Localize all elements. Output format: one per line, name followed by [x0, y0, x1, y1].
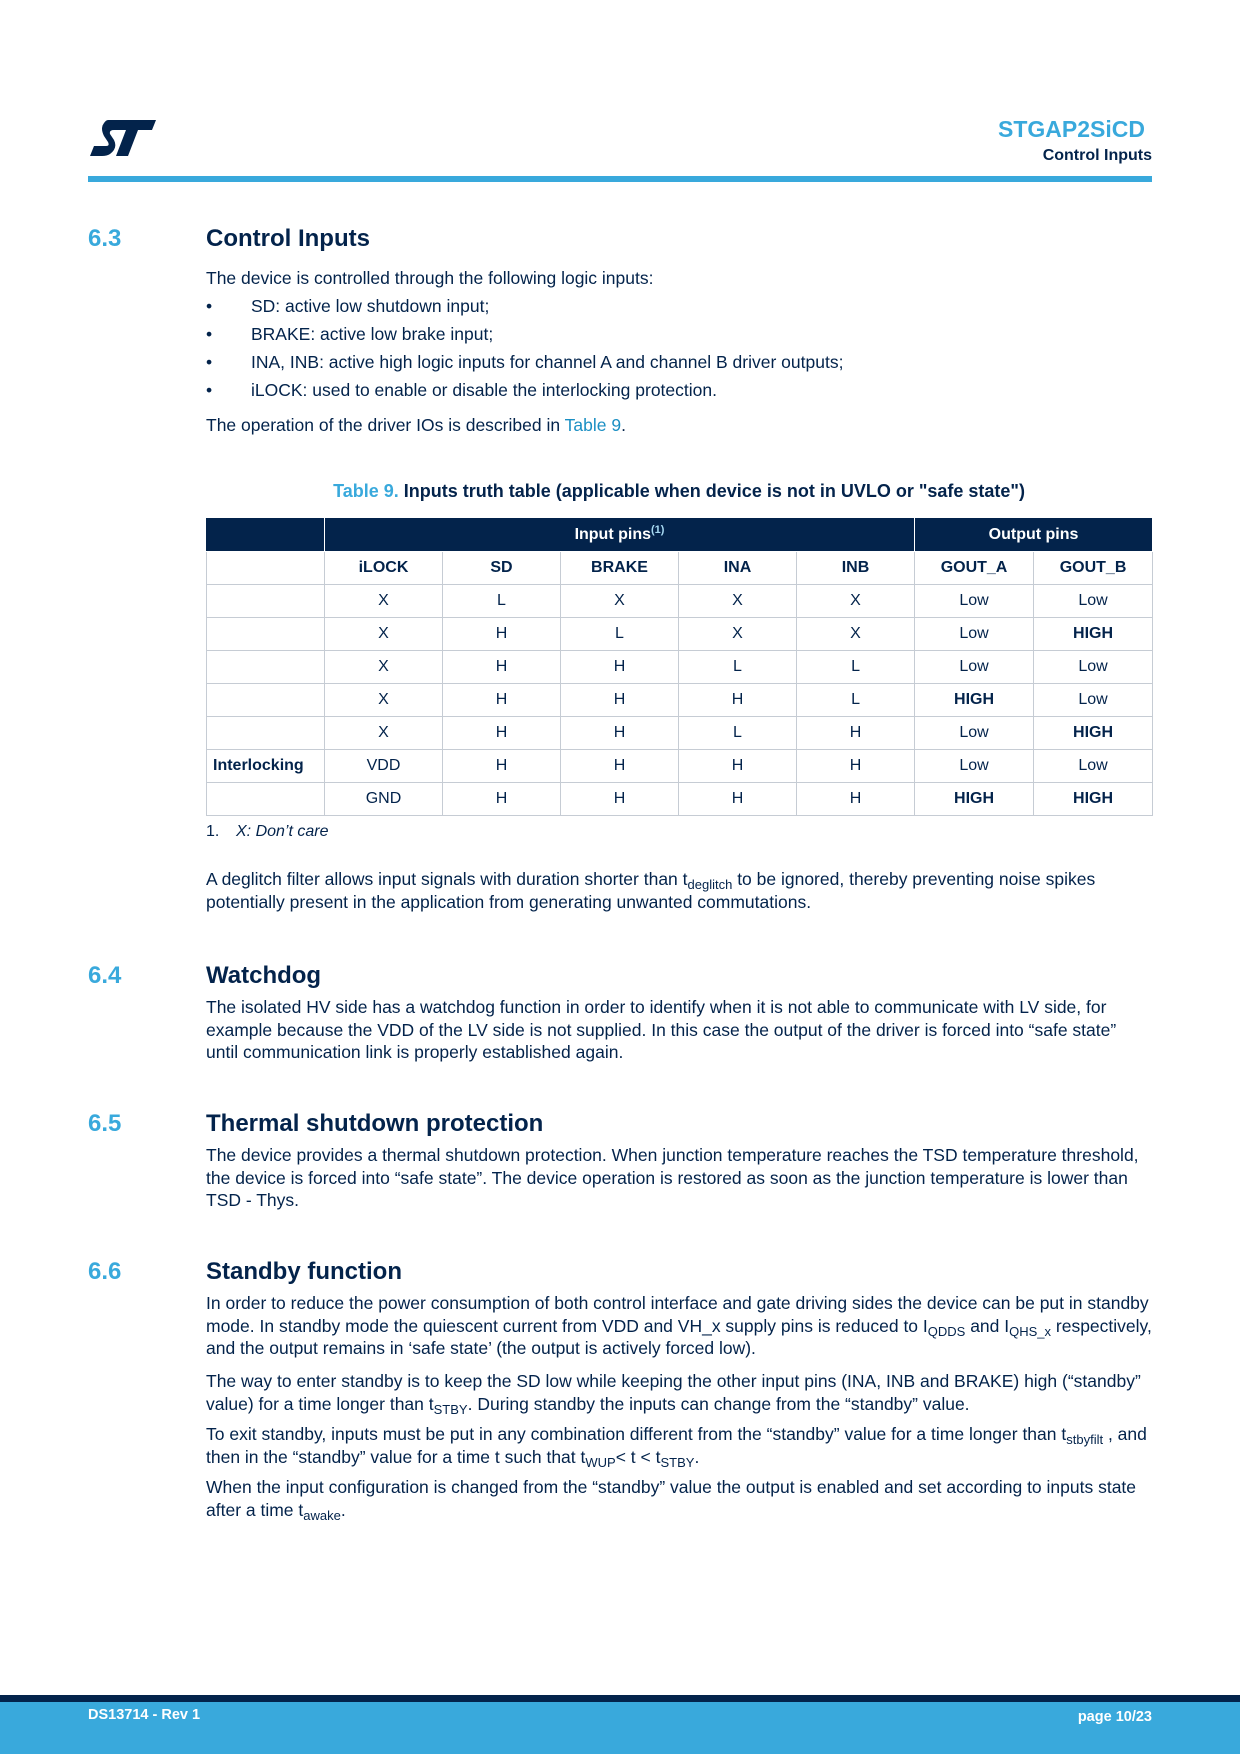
- table-cell: [207, 717, 325, 750]
- header-subtitle: Control Inputs: [1042, 147, 1152, 164]
- bullet-dot: •: [206, 324, 213, 344]
- table-cell: Low: [1034, 585, 1153, 618]
- table-cell: Low: [915, 618, 1034, 651]
- table-cell: X: [325, 651, 443, 684]
- ref-text: The operation of the driver IOs is described in: [206, 415, 565, 435]
- table-cell: Interlocking: [207, 750, 325, 783]
- column-header-blank: [207, 552, 325, 585]
- text-run: In order to reduce the power consumption of both control interface and gate driving sides the device can be put in standby mode. In standby mode the quiescent current from VDD and VH_x supply pins is reduced to I: [206, 1293, 1149, 1336]
- thermal-shutdown-paragraph: The device provides a thermal shutdown protection. When junction temperature reaches the TSD temperature threshold, the device is forced into “safe state”. The device operation is restored as soon as the junction temperature is lower than TSD - Thys.: [206, 1145, 1139, 1210]
- table-row: [207, 585, 1153, 618]
- column-header: GOUT_B: [1034, 552, 1153, 585]
- output-pins-group-header: Output pins: [915, 518, 1153, 552]
- bullet-text: INA, INB: active high logic inputs for channel A and channel B driver outputs;: [251, 352, 844, 372]
- input-pins-label: Input pins: [574, 525, 651, 543]
- table-cell: H: [561, 651, 679, 684]
- header-title: STGAP2SiCD: [998, 116, 1145, 142]
- table-cell: L: [679, 717, 797, 750]
- table-column-header-row: [207, 552, 1153, 585]
- text-run: .: [694, 1446, 700, 1467]
- text-run: .: [340, 1499, 346, 1520]
- table-cell: HIGH: [1034, 783, 1153, 816]
- subscript: WUP: [585, 1454, 616, 1470]
- table-row: [207, 651, 1153, 684]
- table-cell: H: [443, 783, 561, 816]
- text-run: To exit standby, inputs must be put in any combination different from the “standby” value for a time longer than t: [206, 1424, 1067, 1444]
- table-cell: X: [797, 618, 915, 651]
- table-caption-number: Table 9.: [333, 481, 399, 501]
- table-cell: Low: [1034, 684, 1153, 717]
- table-cell: H: [561, 717, 679, 750]
- table-cell: H: [443, 651, 561, 684]
- subscript: deglitch: [687, 877, 733, 892]
- column-header: iLOCK: [325, 552, 443, 585]
- table-cell: X: [561, 585, 679, 618]
- inputs-truth-table: [206, 517, 1153, 816]
- table-cell: X: [325, 618, 443, 651]
- text-run: < t < t: [615, 1446, 661, 1467]
- watchdog-paragraph: The isolated HV side has a watchdog function in order to identify when it is not able to communicate with LV side, for example because the VDD of the LV side is not supplied. In this case the output of the driver is forced into “safe state” until communication link is properly established again.: [206, 997, 1117, 1062]
- text-run: respectively, and the output remains in ‘safe state’ (the output is actively forced low).: [206, 1315, 1152, 1358]
- control-inputs-intro: The device is controlled through the following logic inputs:: [206, 268, 654, 288]
- subscript: awake: [303, 1507, 341, 1523]
- footnote-number: 1.: [206, 823, 220, 840]
- table-cell: Low: [915, 750, 1034, 783]
- table-9-link[interactable]: Table 9: [564, 415, 622, 435]
- table-cell: Low: [1034, 750, 1153, 783]
- column-header: INA: [679, 552, 797, 585]
- table-cell: HIGH: [1034, 717, 1153, 750]
- section-number-6-4: 6.4: [88, 962, 122, 989]
- table-cell: X: [679, 585, 797, 618]
- standby-paragraph-2: [206, 1370, 1152, 1415]
- table-cell: H: [679, 684, 797, 717]
- table-cell: H: [797, 750, 915, 783]
- section-title-6-4: Watchdog: [206, 962, 322, 989]
- text-run: to be ignored, thereby preventing noise spikes potentially present in the application from generating unwanted commutations.: [206, 869, 1096, 912]
- table-cell: H: [443, 717, 561, 750]
- column-header: INB: [797, 552, 915, 585]
- table-cell: H: [679, 750, 797, 783]
- table-cell: [207, 684, 325, 717]
- table-cell: H: [797, 717, 915, 750]
- column-header: BRAKE: [561, 552, 679, 585]
- table-cell: Low: [915, 651, 1034, 684]
- table-cell: H: [561, 750, 679, 783]
- table-cell: H: [443, 618, 561, 651]
- table-cell: H: [443, 750, 561, 783]
- table-row: [207, 717, 1153, 750]
- table-cell: Low: [915, 717, 1034, 750]
- bullet-dot: •: [206, 380, 213, 400]
- table-cell: L: [679, 651, 797, 684]
- table-cell: [207, 585, 325, 618]
- table-cell: GND: [325, 783, 443, 816]
- table-reference-paragraph: [206, 414, 1152, 437]
- table-cell: HIGH: [1034, 618, 1153, 651]
- deglitch-paragraph: [206, 868, 1152, 913]
- table-cell: H: [797, 783, 915, 816]
- table-row: [207, 783, 1153, 816]
- st-logo-icon: [88, 118, 158, 158]
- table-cell: X: [679, 618, 797, 651]
- subscript: stbyfilt: [1066, 1432, 1104, 1447]
- table-row: [207, 618, 1153, 651]
- section-title-6-3: Control Inputs: [206, 225, 370, 252]
- table-cell: [207, 651, 325, 684]
- text-run: . During standby the inputs can change from the “standby” value.: [467, 1393, 970, 1414]
- table-cell: H: [443, 684, 561, 717]
- input-pins-group-header: [325, 518, 915, 552]
- text-run: A deglitch filter allows input signals with duration shorter than t: [206, 869, 688, 889]
- bullet-dot: •: [206, 352, 213, 372]
- section-number-6-5: 6.5: [88, 1110, 122, 1137]
- table-cell: HIGH: [915, 684, 1034, 717]
- bullet-text: iLOCK: used to enable or disable the interlocking protection.: [251, 380, 717, 400]
- table-cell: Low: [1034, 651, 1153, 684]
- table-group-header: [207, 518, 1153, 552]
- table-cell: VDD: [325, 750, 443, 783]
- bullet-text: BRAKE: active low brake input;: [251, 324, 494, 344]
- header-blank-cell: [207, 518, 325, 552]
- subscript: QDDS: [927, 1323, 966, 1339]
- table-footnote: [206, 823, 328, 841]
- table-cell: [207, 618, 325, 651]
- footer-doc-id: DS13714 - Rev 1: [88, 1707, 201, 1723]
- bullet-dot: •: [206, 296, 213, 316]
- section-title-6-6: Standby function: [206, 1258, 402, 1285]
- table-caption: [206, 481, 1152, 502]
- table-caption-text: Inputs truth table (applicable when device is not in UVLO or "safe state"): [398, 481, 1025, 501]
- section-number-6-6: 6.6: [88, 1258, 122, 1285]
- column-header: GOUT_A: [915, 552, 1034, 585]
- text-run: and I: [965, 1315, 1010, 1336]
- header-rule: [88, 176, 1152, 182]
- table-cell: X: [325, 717, 443, 750]
- section-title-6-5: Thermal shutdown protection: [206, 1110, 544, 1137]
- standby-paragraph-4: [206, 1476, 1152, 1521]
- column-header: SD: [443, 552, 561, 585]
- table-cell: H: [561, 783, 679, 816]
- table-cell: L: [797, 684, 915, 717]
- standby-paragraph-3: [206, 1423, 1152, 1468]
- footer-page-number: page 10/23: [1077, 1709, 1152, 1725]
- table-cell: X: [325, 585, 443, 618]
- table-cell: X: [325, 684, 443, 717]
- footnote-ref-1[interactable]: (1): [651, 523, 665, 536]
- subscript: STBY: [660, 1454, 695, 1470]
- table-cell: H: [679, 783, 797, 816]
- footer-strip: [0, 1695, 1240, 1702]
- subscript: QHS_x: [1009, 1323, 1052, 1339]
- table-row: [207, 684, 1153, 717]
- table-cell: X: [797, 585, 915, 618]
- table-cell: [207, 783, 325, 816]
- table-cell: HIGH: [915, 783, 1034, 816]
- table-cell: L: [561, 618, 679, 651]
- section-number-6-3: 6.3: [88, 225, 122, 252]
- footnote-text: X: Don’t care: [236, 823, 329, 840]
- bullet-text: SD: active low shutdown input;: [251, 296, 490, 316]
- table-cell: L: [443, 585, 561, 618]
- subscript: STBY: [433, 1401, 468, 1417]
- text-run: When the input configuration is changed from the “standby” value the output is enabled and set according to inputs state after a time t: [206, 1477, 1137, 1520]
- table-cell: H: [561, 684, 679, 717]
- table-cell: L: [797, 651, 915, 684]
- text-run: , and then in the “standby” value for a time t such that t: [206, 1424, 1147, 1467]
- ref-text-end: .: [621, 415, 626, 435]
- table-cell: Low: [915, 585, 1034, 618]
- table-row: [207, 750, 1153, 783]
- standby-paragraph-1: [206, 1292, 1152, 1360]
- text-run: The way to enter standby is to keep the SD low while keeping the other input pins (INA, INB and BRAKE) high (“standby” value) for a time longer than t: [206, 1371, 1141, 1414]
